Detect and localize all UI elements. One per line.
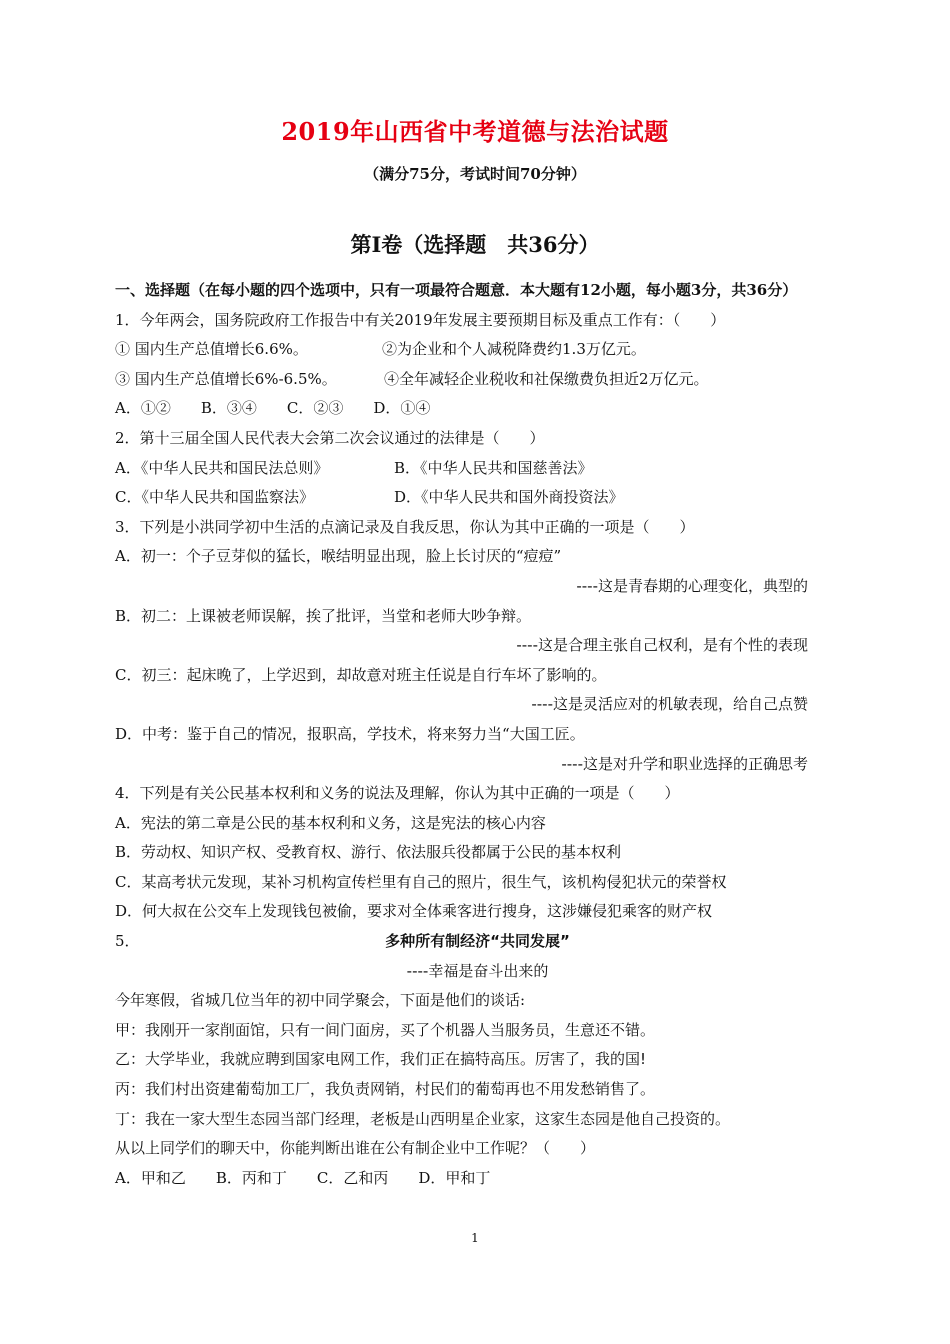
exam-title: 2019年山西省中考道德与法治试题 [281,117,669,146]
q4-option-c: C．某高考状元发现，某补习机构宣传栏里有自己的照片，很生气，该机构侵犯状元的荣誉权 [115,872,727,891]
q1-options-row-1 [115,335,840,365]
q1-item-2: ②为企业和个人减税降费约1.3万亿元。 [382,340,646,359]
q5-number: 5． [115,932,140,951]
q1-item-3: ③ 国内生产总值增长6%-6.5%。 [115,369,337,388]
q5-speaker-jia: 甲：我刚开一家削面馆，只有一间门面房，买了个机器人当服务员，生意还不错。 [115,1020,656,1039]
q5-subheading: ----幸福是奋斗出来的 [406,961,549,980]
q5-question: 从以上同学们的聊天中，你能判断出谁在公有制企业中工作呢？（ ） [115,1139,596,1158]
q4-option-a: A．宪法的第二章是公民的基本权利和义务，这是宪法的核心内容 [115,813,546,832]
q5-speaker-ding: 丁：我在一家大型生态园当部门经理，老板是山西明星企业家，这家生态园是他自己投资的。 [115,1109,731,1128]
q3-option-b-note: ----这是合理主张自己权利，是有个性的表现 [516,636,808,655]
q1-options-row-2 [115,365,840,395]
q1-stem: 1．今年两会，国务院政府工作报告中有关2019年发展主要预期目标及重点工作有：（ ） [115,310,726,329]
q2-stem: 2．第十三届全国人民代表大会第二次会议通过的法律是（ ） [115,428,545,447]
instructions: 一、选择题（在每小题的四个选项中，只有一项最符合题意．本大题有12小题，每小题3分，共36分） [115,281,798,299]
q3-option-d-note: ----这是对升学和职业选择的正确思考 [561,754,808,773]
q5-heading-row [115,927,840,957]
q3-option-c: C．初三：起床晚了，上学迟到，却故意对班主任说是自行车坏了影响的。 [115,665,607,684]
q2-option-a: A．《中华人民共和国民法总则》 [115,458,329,477]
q3-option-b: B．初二：上课被老师误解，挨了批评，当堂和老师大吵争辩。 [115,606,532,625]
q4-stem: 4．下列是有关公民基本权利和义务的说法及理解，你认为其中正确的一项是（ ） [115,784,680,803]
q2-option-c: C．《中华人民共和国监察法》 [115,488,314,507]
q2-option-b: B．《中华人民共和国慈善法》 [394,458,593,477]
q5-choices: A．甲和乙 B．丙和丁 C．乙和丙 D．甲和丁 [115,1168,491,1187]
q3-option-c-note: ----这是灵活应对的机敏表现，给自己点赞 [531,695,808,714]
q3-option-a-note: ----这是青春期的心理变化，典型的 [576,576,808,595]
q2-options-row-2 [115,483,840,513]
q2-option-d: D．《中华人民共和国外商投资法》 [394,488,624,507]
q3-option-a: A．初一：个子豆芽似的猛长，喉结明显出现，脸上长讨厌的“痘痘” [115,547,562,566]
q2-options-row-1 [115,454,840,484]
page-number: 1 [471,1231,479,1245]
question-body [115,276,840,1193]
section-heading: 第Ⅰ卷（选择题 共36分） [350,232,600,257]
q4-option-d: D．何大叔在公交车上发现钱包被偷，要求对全体乘客进行搜身，这涉嫌侵犯乘客的财产权 [115,902,713,921]
q1-choices: A．①② B．③④ C．②③ D．①④ [115,399,431,418]
q4-option-b: B．劳动权、知识产权、受教育权、游行、依法服兵役都属于公民的基本权利 [115,843,622,862]
q5-intro: 今年寒假，省城几位当年的初中同学聚会，下面是他们的谈话: [115,991,526,1010]
q5-speaker-bing: 丙：我们村出资建葡萄加工厂，我负责网销，村民们的葡萄再也不用发愁销售了。 [115,1080,656,1099]
q3-stem: 3．下列是小洪同学初中生活的点滴记录及自我反思，你认为其中正确的一项是（ ） [115,517,695,536]
q1-item-4: ④全年减轻企业税收和社保缴费负担近2万亿元。 [384,369,709,388]
q3-option-d: D．中考：鉴于自己的情况，报职高，学技术，将来努力当“大国工匠。 [115,724,585,743]
q5-speaker-yi: 乙：大学毕业，我就应聘到国家电网工作，我们正在搞特高压。厉害了，我的国! [115,1050,647,1069]
exam-subtitle: （满分75分，考试时间70分钟） [364,165,586,183]
q5-heading: 多种所有制经济“共同发展” [385,932,570,951]
q1-item-1: ① 国内生产总值增长6.6%。 [115,340,308,359]
